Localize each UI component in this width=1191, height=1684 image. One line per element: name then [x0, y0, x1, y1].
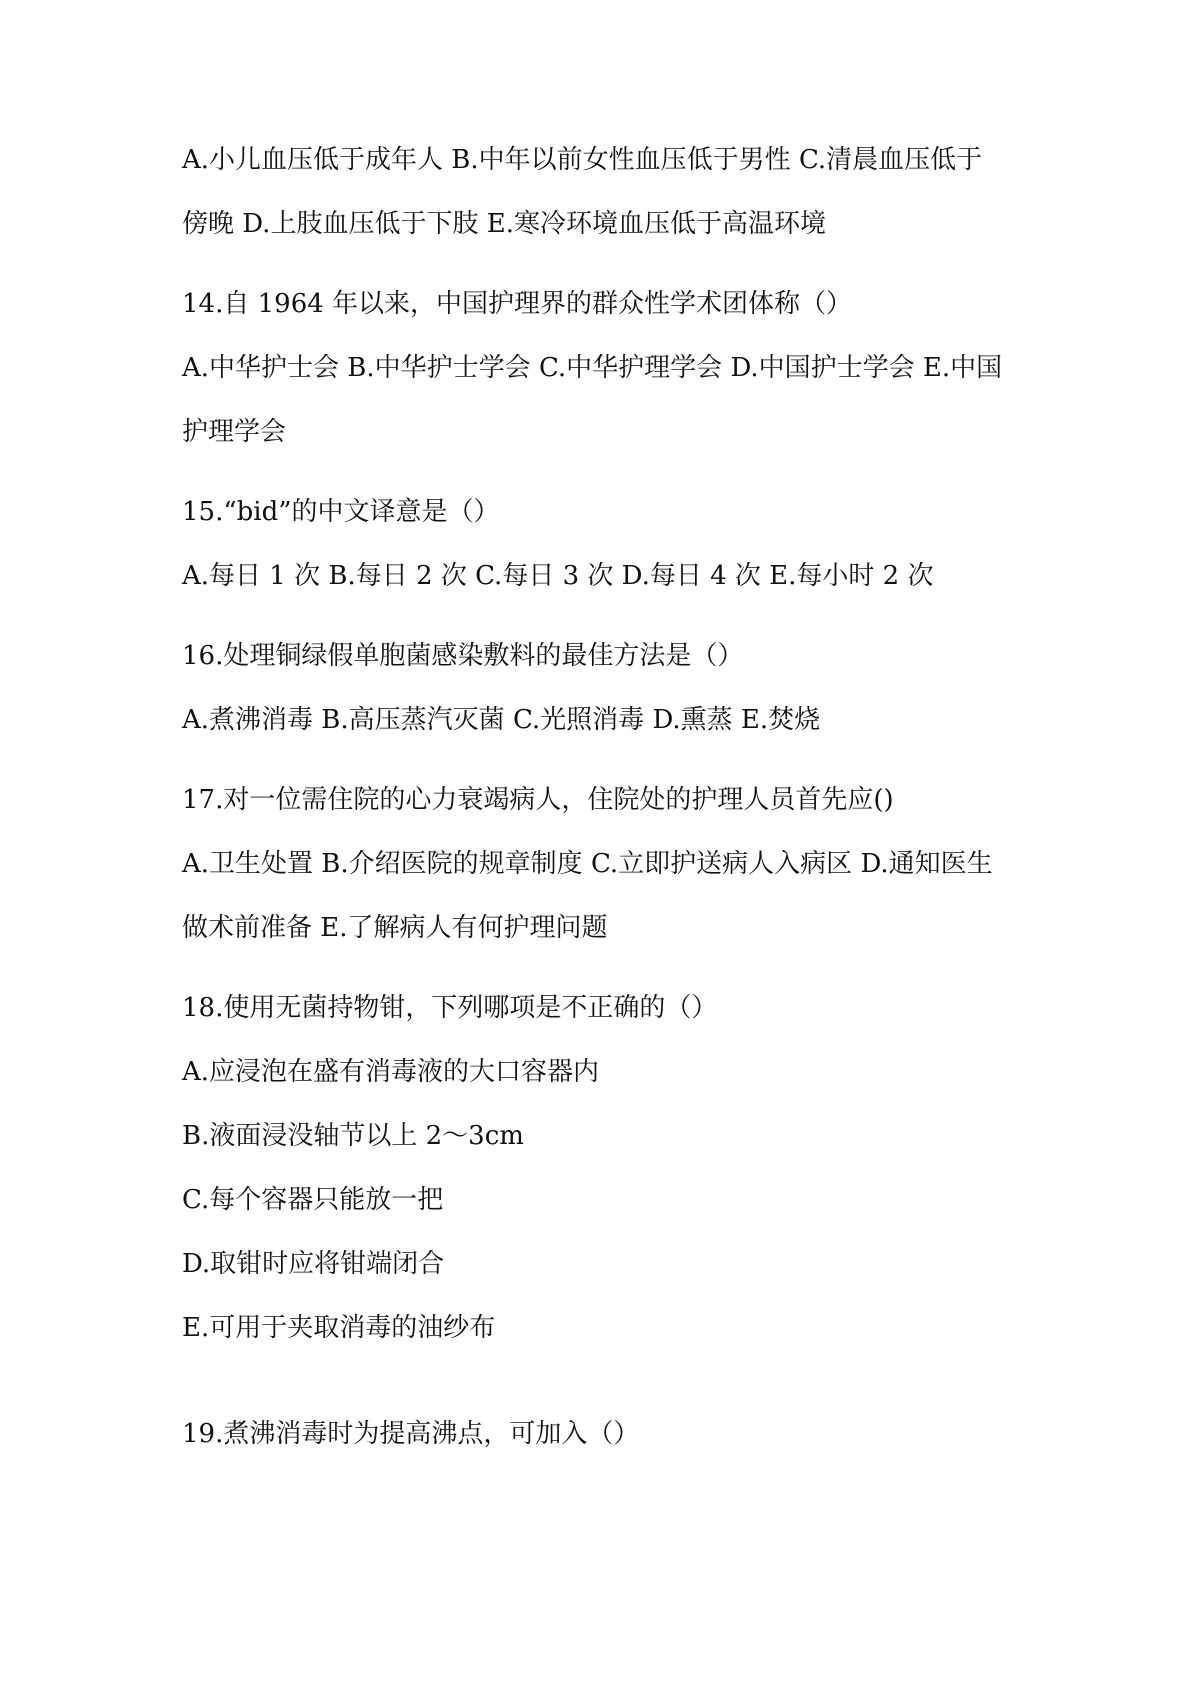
option-line: D.取钳时应将钳端闭合: [182, 1249, 445, 1279]
document-content: [182, 142, 1020, 1452]
option-line: C.每个容器只能放一把: [182, 1185, 444, 1215]
question-15: [182, 494, 1020, 594]
previous-question-options: [182, 142, 1020, 242]
question-text: 19.煮沸消毒时为提高沸点，可加入（）: [182, 1419, 640, 1449]
option-line: A.小儿血压低于成年人 B.中年以前女性血压低于男性 C.清晨血压低于: [182, 145, 983, 175]
option-line: A.中华护士会 B.中华护士学会 C.中华护理学会 D.中国护士学会 E.中国: [182, 353, 1003, 383]
option-line: 做术前准备 E.了解病人有何护理问题: [182, 913, 608, 943]
option-line: A.每日 1 次 B.每日 2 次 C.每日 3 次 D.每日 4 次 E.每小时 2 次: [182, 561, 934, 591]
question-14: [182, 286, 1020, 450]
question-18: [182, 990, 1020, 1346]
question-19: [182, 1416, 1020, 1452]
option-line: A.煮沸消毒 B.高压蒸汽灭菌 C.光照消毒 D.熏蒸 E.焚烧: [182, 705, 821, 735]
question-text: 17.对一位需住院的心力衰竭病人，住院处的护理人员首先应(): [182, 785, 894, 815]
question-text: 15.“bid”的中文译意是（）: [182, 497, 500, 527]
option-line: 护理学会: [182, 417, 287, 447]
option-line: A.应浸泡在盛有消毒液的大口容器内: [182, 1057, 600, 1087]
option-line: 傍晚 D.上肢血压低于下肢 E.寒冷环境血压低于高温环境: [182, 209, 826, 239]
option-line: A.卫生处置 B.介绍医院的规章制度 C.立即护送病人入病区 D.通知医生: [182, 849, 993, 879]
question-17: [182, 782, 1020, 946]
question-16: [182, 638, 1020, 738]
option-line: E.可用于夹取消毒的油纱布: [182, 1313, 496, 1343]
option-line: B.液面浸没轴节以上 2～3cm: [182, 1121, 524, 1151]
question-text: 16.处理铜绿假单胞菌感染敷料的最佳方法是（）: [182, 641, 744, 671]
question-text: 18.使用无菌持物钳，下列哪项是不正确的（）: [182, 993, 718, 1023]
question-text: 14.自 1964 年以来，中国护理界的群众性学术团体称（）: [182, 289, 853, 319]
